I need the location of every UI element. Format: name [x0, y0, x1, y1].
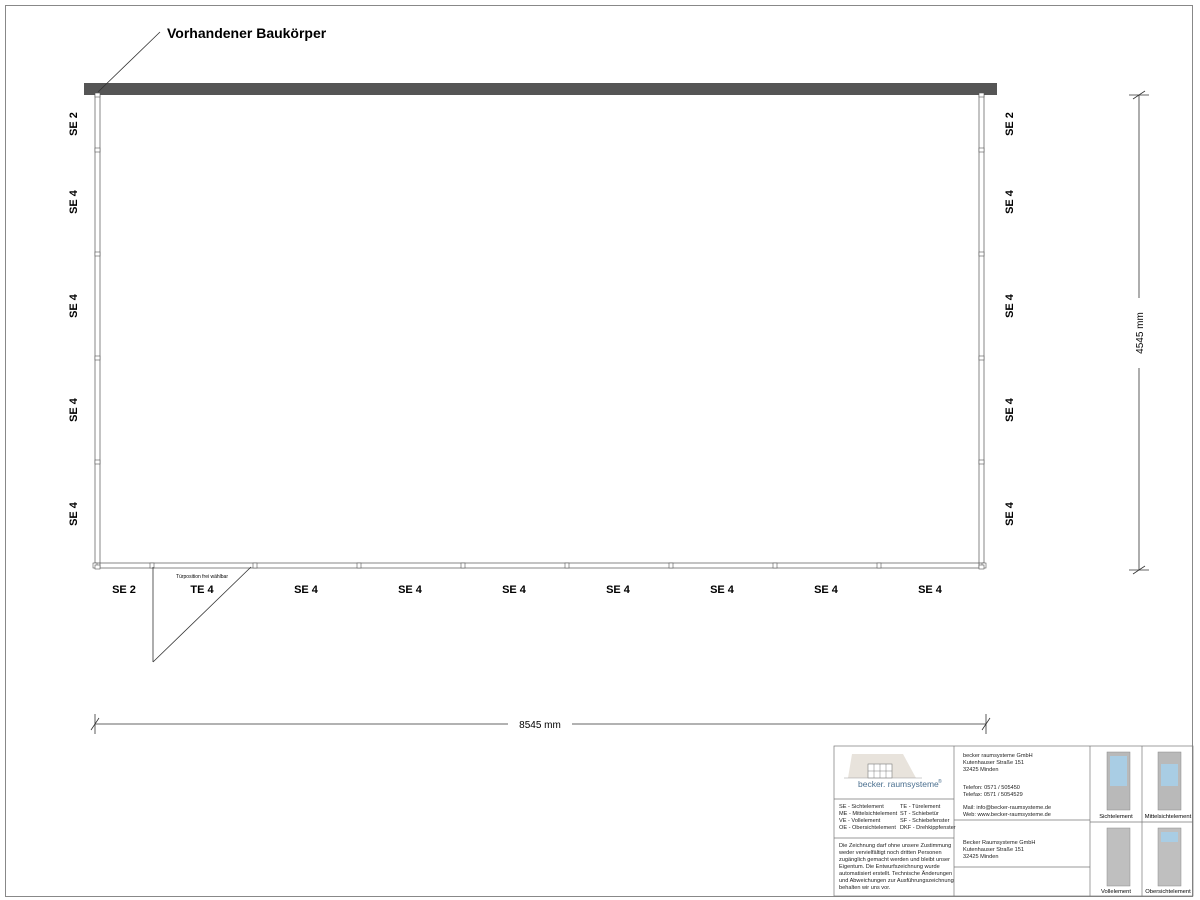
left-wall-labels	[68, 112, 80, 526]
wall-joint	[95, 93, 100, 97]
wall-joint	[95, 565, 100, 569]
disclaimer-line: und Abweichungen zur Ausführungszeichnung	[839, 878, 954, 884]
bottom-wall-label: SE 2	[112, 584, 136, 596]
disclaimer	[839, 843, 954, 892]
element-type-label: Vollelement	[1101, 889, 1131, 895]
wall-joint	[979, 93, 984, 97]
legend-item: ME - Mittelsichtelement	[839, 811, 898, 817]
bottom-wall-label: SE 4	[294, 584, 318, 596]
company-city: 32425 Minden	[963, 767, 999, 773]
legend-item: OE - Obersichtelement	[839, 825, 896, 831]
wall-joint	[669, 563, 673, 568]
mittelsichtelement-icon	[1158, 752, 1181, 810]
address-street: Kutenhauser Straße 151	[963, 847, 1024, 853]
disclaimer-line: automatisiert erstellt. Technische Änderungen	[839, 871, 953, 877]
legend-item: DKF - Drehkippfenster	[900, 825, 956, 831]
element-type-label: Obersichtelement	[1145, 889, 1191, 895]
right-wall-labels	[1004, 112, 1016, 526]
company-contact	[963, 753, 1051, 819]
wall-joint	[979, 565, 984, 569]
wall-joint	[979, 356, 984, 360]
width-dimension-label: 8545 mm	[519, 720, 561, 731]
bottom-wall-label: SE 4	[398, 584, 422, 596]
bottom-wall-label: SE 4	[606, 584, 630, 596]
company-street: Kutenhauser Straße 151	[963, 760, 1024, 766]
legend-item: ST - Schiebetür	[900, 811, 939, 817]
company-mail: Mail: info@becker-raumsysteme.de	[963, 805, 1052, 811]
company-fax: Telefax: 0571 / 5054529	[963, 792, 1023, 798]
right-wall-label: SE 4	[1004, 398, 1016, 422]
wall-joint	[253, 563, 257, 568]
wall-outline	[95, 95, 984, 568]
wall-joint	[95, 356, 100, 360]
bottom-wall-label: SE 4	[814, 584, 838, 596]
company-web: Web: www.becker-raumsysteme.de	[963, 812, 1051, 818]
wall-joint	[565, 563, 569, 568]
legend-item: SE - Sichtelement	[839, 804, 884, 810]
legend-item: SF - Schiebefenster	[900, 818, 950, 824]
legend-item: TE - Türelement	[900, 804, 941, 810]
wall-joint	[979, 460, 984, 464]
company-name: becker raumsysteme GmbH	[963, 753, 1033, 759]
existing-building-label: Vorhandener Baukörper	[167, 25, 327, 41]
address-name: Becker Raumsysteme GmbH	[963, 840, 1036, 846]
left-wall-label: SE 4	[68, 294, 80, 318]
wall-joint	[773, 563, 777, 568]
left-wall-label: SE 4	[68, 398, 80, 422]
bottom-wall-label: SE 4	[502, 584, 526, 596]
wall-joint	[979, 148, 984, 152]
right-wall-label: SE 4	[1004, 502, 1016, 526]
wall-joint	[877, 563, 881, 568]
element-type-label: Mittelsichtelement	[1144, 814, 1192, 820]
disclaimer-line: behalten wir uns vor.	[839, 885, 891, 891]
existing-building-bar	[84, 83, 997, 95]
disclaimer-line: zugänglich gemacht werden und bleibt unser	[839, 857, 951, 863]
wall-joint	[95, 148, 100, 152]
bottom-wall-labels	[112, 584, 943, 596]
wall-joint	[979, 252, 984, 256]
wall-joint	[95, 460, 100, 464]
left-wall-label: SE 4	[68, 190, 80, 214]
company-phone: Telefon: 0571 / 505450	[963, 785, 1020, 791]
disclaimer-line: Die Zeichnung darf ohne unsere Zustimmung	[839, 843, 952, 849]
door-note: Türposition frei wählbar	[176, 574, 228, 580]
right-wall-label: SE 4	[1004, 294, 1016, 318]
wall-joint	[95, 252, 100, 256]
left-wall-label: SE 4	[68, 502, 80, 526]
company-logo-mark: ®	[938, 779, 942, 785]
address-city: 32425 Minden	[963, 854, 999, 860]
vollelement-icon	[1107, 828, 1130, 886]
wall-joint	[357, 563, 361, 568]
right-wall-label: SE 2	[1004, 112, 1016, 136]
left-wall-label: SE 2	[68, 112, 80, 136]
sichtelement-icon	[1107, 752, 1130, 810]
door-swing	[153, 567, 251, 662]
bottom-wall-label: TE 4	[190, 584, 214, 596]
legend	[839, 804, 956, 832]
company-logo-text: becker. raumsysteme	[858, 779, 939, 789]
bottom-wall-label: SE 4	[918, 584, 942, 596]
disclaimer-line: weder vervielfältigt noch dritten Personen	[839, 850, 942, 856]
legend-item: VE - Vollelement	[839, 818, 881, 824]
wall-joints	[93, 93, 986, 569]
depth-dimension-label: 4545 mm	[1135, 312, 1146, 354]
customer-address	[963, 840, 1035, 861]
right-wall-label: SE 4	[1004, 190, 1016, 214]
bottom-wall-label: SE 4	[710, 584, 734, 596]
disclaimer-line: Eigentum. Die Entwurfszeichnung wurde	[839, 864, 940, 870]
wall-joint	[461, 563, 465, 568]
element-type-label: Sichtelement	[1099, 814, 1133, 820]
company-logo-graphic	[844, 754, 922, 778]
obersichtelement-icon	[1158, 828, 1181, 886]
